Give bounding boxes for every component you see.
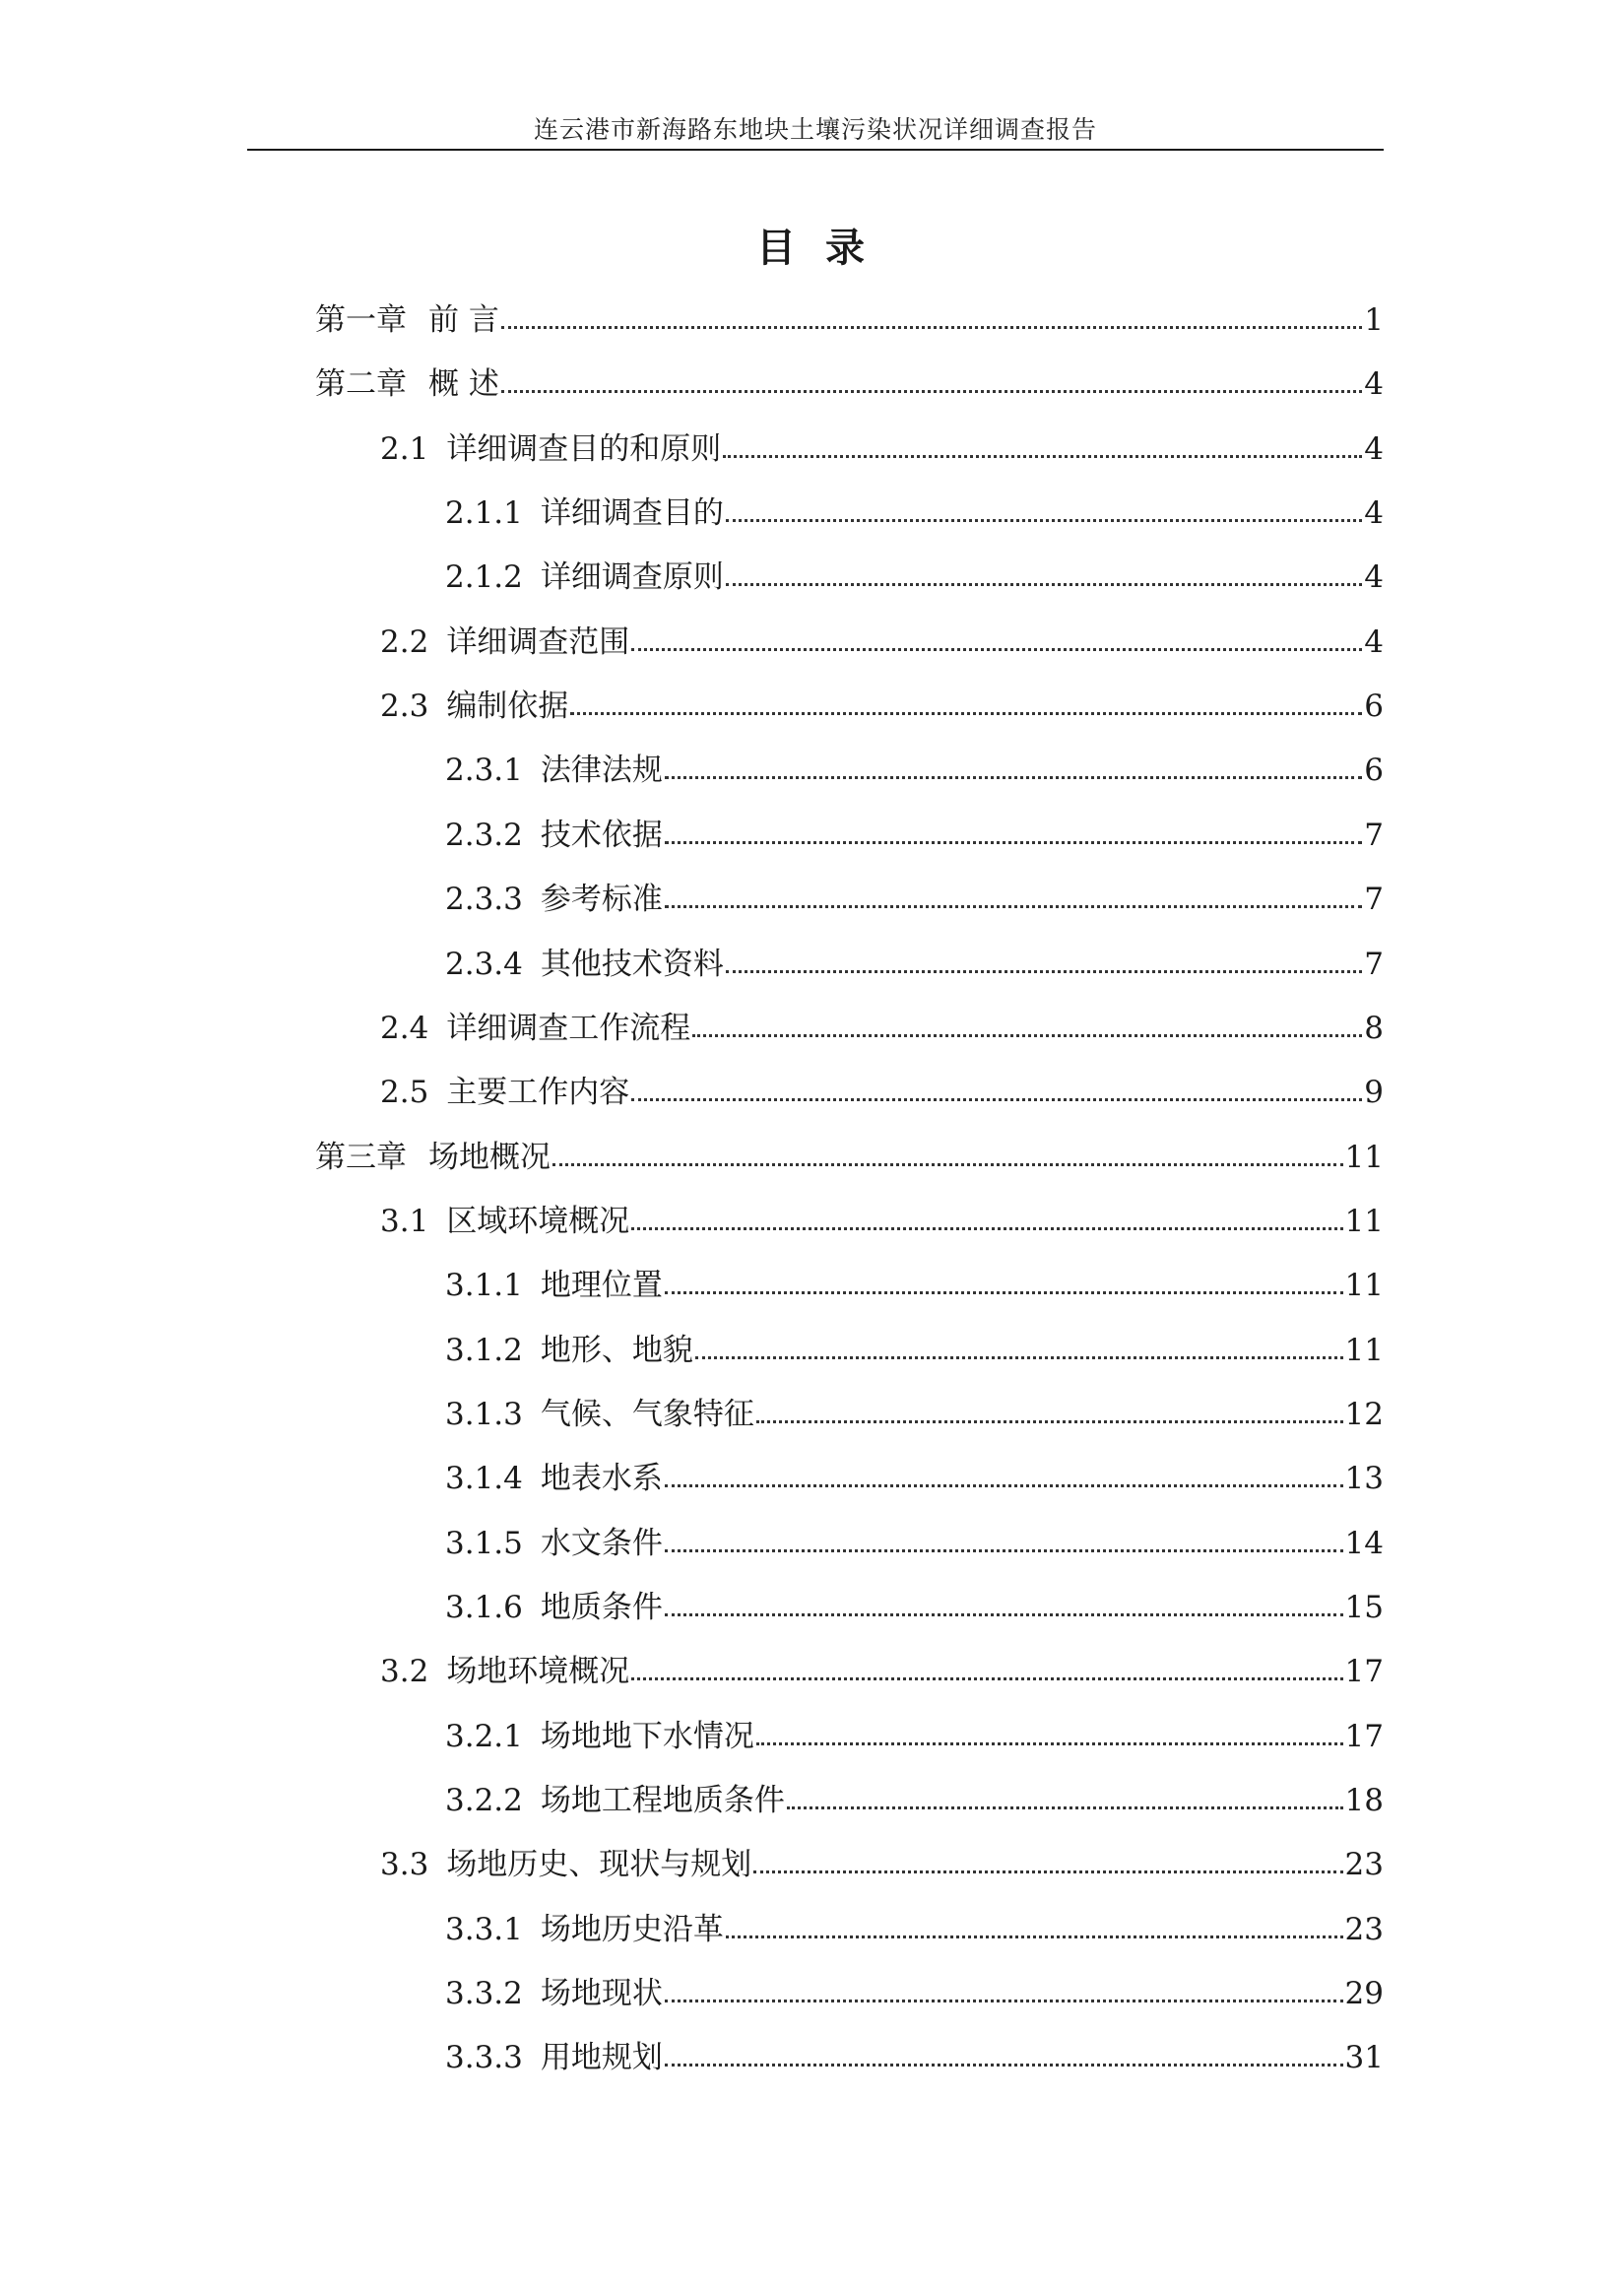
toc-entry-title: 气候、气象特征 — [540, 1396, 754, 1432]
toc-entry[interactable] — [445, 1775, 1384, 1818]
toc-entry-number: 2.1.2 — [445, 559, 523, 596]
toc-entry-page-number: 23 — [1344, 1911, 1384, 1947]
toc-dot-leader — [726, 583, 1362, 586]
toc-entry-number: 3.1 — [380, 1203, 429, 1239]
toc-entry-number: 3.2.2 — [445, 1783, 523, 1819]
toc-entry-number: 2.3.4 — [445, 946, 523, 982]
toc-dot-leader — [501, 326, 1362, 329]
toc-entry[interactable] — [380, 617, 1384, 660]
toc-dot-leader — [787, 1806, 1343, 1809]
toc-entry-page-number: 7 — [1364, 817, 1384, 853]
toc-entry-page-number: 14 — [1344, 1525, 1384, 1561]
toc-entry-title: 场地现状 — [540, 1976, 663, 2012]
toc-entry[interactable] — [380, 424, 1384, 467]
toc-entry[interactable] — [445, 810, 1384, 853]
toc-dot-leader — [665, 776, 1362, 779]
toc-dot-leader — [665, 1613, 1343, 1616]
toc-entry-title: 场地环境概况 — [446, 1654, 630, 1690]
toc-dot-leader — [723, 455, 1362, 458]
toc-entry-page-number: 18 — [1344, 1783, 1384, 1819]
toc-entry-title: 地质条件 — [540, 1590, 663, 1625]
toc-entry[interactable] — [380, 1196, 1384, 1239]
toc-entry-number: 2.3.2 — [445, 817, 523, 853]
toc-entry-number: 第三章 — [315, 1139, 407, 1175]
toc-entry-number: 2.3.3 — [445, 882, 523, 918]
toc-entry[interactable] — [445, 1260, 1384, 1303]
toc-entry-number: 3.1.4 — [445, 1461, 523, 1497]
toc-dot-leader — [665, 841, 1362, 844]
toc-entry-number: 3.3.2 — [445, 1976, 523, 2012]
toc-entry[interactable] — [315, 295, 1384, 338]
toc-entry-title: 场地工程地质条件 — [540, 1783, 785, 1819]
toc-entry-page-number: 12 — [1344, 1396, 1384, 1432]
toc-entry-number: 2.5 — [380, 1075, 429, 1111]
toc-entry-page-number: 11 — [1344, 1139, 1384, 1175]
toc-dot-leader — [665, 1291, 1343, 1294]
toc-entry-number: 第一章 — [315, 302, 407, 338]
toc-entry[interactable] — [445, 1518, 1384, 1561]
toc-entry-title: 前 言 — [428, 302, 499, 338]
toc-entry-page-number: 4 — [1364, 495, 1384, 532]
toc-entry[interactable] — [445, 488, 1384, 531]
toc-entry-page-number: 17 — [1344, 1654, 1384, 1690]
toc-entry-page-number: 4 — [1364, 623, 1384, 660]
toc-entry-title: 地形、地貌 — [540, 1332, 693, 1368]
toc-entry[interactable] — [380, 1067, 1384, 1110]
toc-entry-page-number: 9 — [1364, 1075, 1384, 1111]
toc-entry-page-number: 31 — [1344, 2040, 1384, 2076]
toc-dot-leader — [756, 1420, 1343, 1423]
toc-entry[interactable] — [445, 874, 1384, 917]
toc-entry-number: 3.1.2 — [445, 1332, 523, 1368]
toc-entry-page-number: 6 — [1364, 753, 1384, 789]
toc-entry-title: 用地规划 — [540, 2040, 663, 2076]
toc-entry-title: 详细调查原则 — [540, 559, 724, 596]
toc-entry-title: 水文条件 — [540, 1525, 663, 1561]
toc-entry-page-number: 6 — [1364, 689, 1384, 725]
toc-dot-leader — [631, 1227, 1342, 1230]
toc-entry-title: 其他技术资料 — [540, 946, 724, 982]
toc-entry-title: 编制依据 — [446, 689, 569, 725]
toc-dot-leader — [753, 1870, 1342, 1873]
toc-entry[interactable] — [445, 745, 1384, 788]
toc-entry-number: 3.3.3 — [445, 2040, 523, 2076]
toc-entry[interactable] — [445, 2032, 1384, 2075]
toc-dot-leader — [726, 519, 1362, 522]
header-divider — [247, 149, 1384, 151]
toc-dot-leader — [501, 390, 1362, 393]
toc-entry-number: 2.2 — [380, 623, 429, 660]
toc-entry-title: 区域环境概况 — [446, 1203, 630, 1239]
toc-entry-page-number: 11 — [1344, 1268, 1384, 1304]
toc-entry-title: 场地概况 — [428, 1139, 551, 1175]
toc-dot-leader — [631, 1098, 1362, 1101]
toc-entry-page-number: 4 — [1364, 366, 1384, 403]
toc-entry[interactable] — [445, 1968, 1384, 2011]
toc-entry-number: 3.1.3 — [445, 1396, 523, 1432]
toc-dot-leader — [665, 1549, 1343, 1552]
toc-entry-number: 3.2.1 — [445, 1718, 523, 1754]
toc-entry-title: 参考标准 — [540, 882, 663, 918]
toc-entry-page-number: 29 — [1344, 1976, 1384, 2012]
toc-entry-title: 场地地下水情况 — [540, 1718, 754, 1754]
toc-entry-title: 地理位置 — [540, 1268, 663, 1304]
toc-entry-number: 3.3 — [380, 1847, 429, 1883]
toc-dot-leader — [665, 2064, 1343, 2066]
toc-entry-number: 3.1.6 — [445, 1590, 523, 1625]
toc-entry[interactable] — [445, 552, 1384, 595]
toc-entry-page-number: 7 — [1364, 882, 1384, 918]
toc-entry[interactable] — [380, 1646, 1384, 1689]
toc-title: 目录 — [756, 225, 894, 271]
toc-dot-leader — [692, 1034, 1362, 1037]
toc-dot-leader — [726, 1935, 1343, 1938]
toc-entry-page-number: 4 — [1364, 559, 1384, 596]
toc-entry-title: 场地历史沿革 — [540, 1911, 724, 1947]
toc-entry[interactable] — [315, 359, 1384, 402]
toc-entry[interactable] — [445, 1904, 1384, 1947]
toc-entry-number: 3.3.1 — [445, 1911, 523, 1947]
toc-entry[interactable] — [445, 1711, 1384, 1754]
toc-entry-page-number: 23 — [1344, 1847, 1384, 1883]
toc-entry-number: 3.2 — [380, 1654, 429, 1690]
toc-entry-page-number: 11 — [1344, 1332, 1384, 1368]
toc-dot-leader — [695, 1356, 1343, 1359]
toc-dot-leader — [665, 1484, 1343, 1487]
toc-dot-leader — [756, 1742, 1343, 1745]
toc-entry[interactable] — [315, 1132, 1384, 1175]
toc-entry[interactable] — [380, 1839, 1384, 1882]
toc-entry-number: 2.1 — [380, 430, 429, 467]
toc-entry[interactable] — [380, 681, 1384, 724]
toc-entry[interactable] — [445, 1453, 1384, 1496]
toc-entry-page-number: 11 — [1344, 1203, 1384, 1239]
toc-dot-leader — [726, 970, 1362, 973]
toc-entry-title: 地表水系 — [540, 1461, 663, 1497]
toc-dot-leader — [631, 648, 1362, 651]
toc-entry-number: 第二章 — [315, 366, 407, 403]
toc-entry-title: 概 述 — [428, 366, 499, 403]
toc-dot-leader — [665, 2000, 1343, 2002]
toc-dot-leader — [665, 905, 1362, 908]
toc-entry-page-number: 1 — [1364, 302, 1384, 338]
toc-entry-page-number: 7 — [1364, 946, 1384, 982]
toc-entry-page-number: 13 — [1344, 1461, 1384, 1497]
toc-dot-leader — [552, 1163, 1343, 1166]
toc-entry[interactable] — [445, 1325, 1384, 1368]
running-header: 连云港市新海路东地块土壤污染状况详细调查报告 — [533, 115, 1097, 144]
toc-entry-number: 2.1.1 — [445, 495, 523, 532]
toc-entry-number: 3.1.1 — [445, 1268, 523, 1304]
toc-entry-title: 技术依据 — [540, 817, 663, 853]
toc-entry-title: 法律法规 — [540, 753, 663, 789]
toc-entry-page-number: 8 — [1364, 1010, 1384, 1046]
toc-entry-number: 2.3 — [380, 689, 429, 725]
toc-entry[interactable] — [445, 1582, 1384, 1625]
toc-entry-page-number: 4 — [1364, 430, 1384, 467]
toc-entry-page-number: 17 — [1344, 1718, 1384, 1754]
toc-entry-number: 3.1.5 — [445, 1525, 523, 1561]
toc-entry-number: 2.3.1 — [445, 753, 523, 789]
toc-entry-title: 详细调查目的和原则 — [446, 430, 722, 467]
toc-entry[interactable] — [445, 939, 1384, 982]
toc-entry-page-number: 15 — [1344, 1590, 1384, 1625]
toc-entry-title: 场地历史、现状与规划 — [446, 1847, 752, 1883]
toc-dot-leader — [570, 712, 1362, 715]
toc-entry-title: 主要工作内容 — [446, 1075, 630, 1111]
toc-entry-number: 2.4 — [380, 1010, 429, 1046]
toc-entry-title: 详细调查范围 — [446, 623, 630, 660]
toc-entry-title: 详细调查工作流程 — [446, 1010, 691, 1046]
toc-dot-leader — [631, 1677, 1342, 1680]
toc-entry[interactable] — [380, 1003, 1384, 1046]
toc-entry-title: 详细调查目的 — [540, 495, 724, 532]
toc-entry[interactable] — [445, 1389, 1384, 1432]
